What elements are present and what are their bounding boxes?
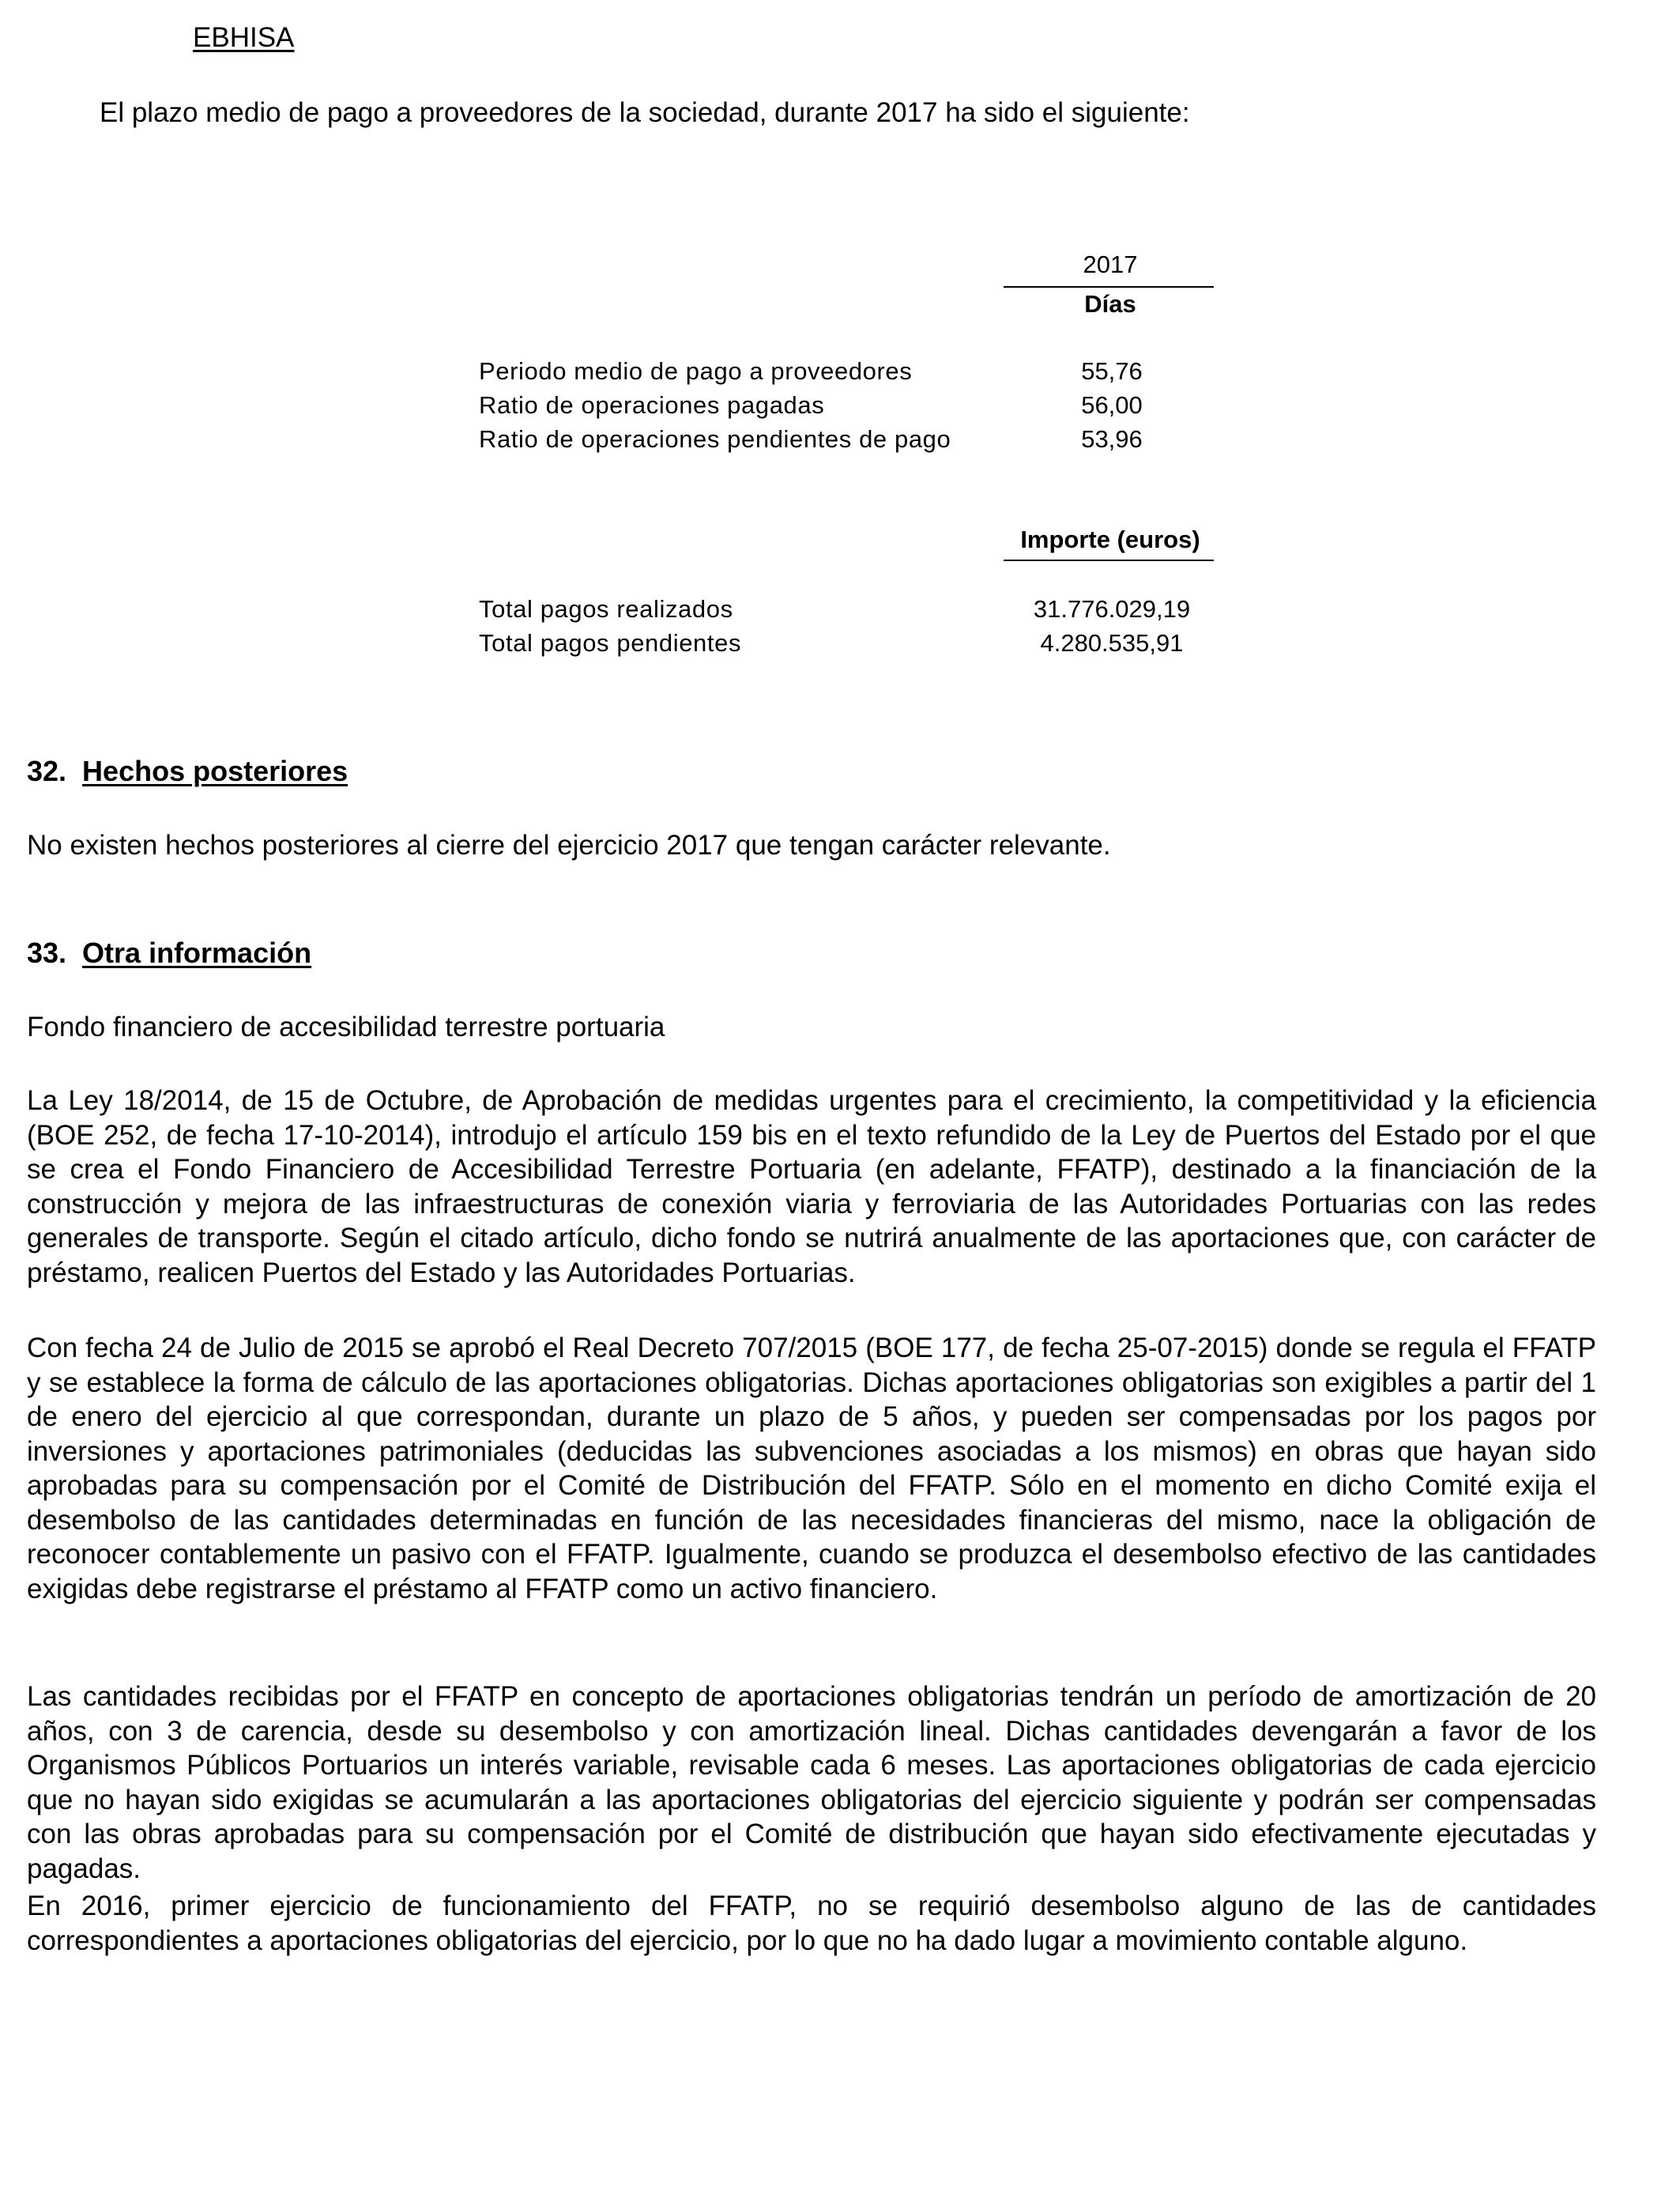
row-label-pendientes-pago: Total pagos pendientes xyxy=(479,629,742,657)
company-name: EBHISA xyxy=(193,22,295,53)
row-label-periodo: Periodo medio de pago a proveedores xyxy=(479,357,913,385)
row-label-pagadas: Ratio de operaciones pagadas xyxy=(479,391,825,419)
section-32-heading xyxy=(27,755,348,788)
row-label-pendientes: Ratio de operaciones pendientes de pago xyxy=(479,425,951,453)
section-32-number: 32. xyxy=(27,755,67,787)
amount-header: Importe (euros) xyxy=(1020,526,1200,553)
header-divider xyxy=(1004,286,1214,288)
intro-text: El plazo medio de pago a proveedores de la sociedad, durante 2017 ha sido el siguiente: xyxy=(100,97,1190,128)
row-value-pagadas: 56,00 xyxy=(1081,391,1143,419)
row-value-pendientes: 53,96 xyxy=(1081,425,1143,453)
paragraph-real-decreto: Con fecha 24 de Julio de 2015 se aprobó el Real Decreto 707/2015 (BOE 177, de fecha 25-07-2015) donde se regula el FFATP y se establece la forma de cálculo de las aportaciones obligatorias. Dichas aportaciones obligatorias son exigibles a partir del 1 de enero del ejercicio al que correspondan, durante un plazo de 5 años, y pueden ser compensadas por los pagos por inversiones y aportaciones patrimoniales (deducidas las subvenciones asociadas a los mismos) en obras que hayan sido aprobadas para su compensación por el Comité de Distribución del FFATP. Sólo en el momento en dicho Comité exija el desembolso de las cantidades determinadas en función de las necesidades financieras del mismo, nace la obligación de reconocer contablemente un pasivo con el FFATP. Igualmente, cuando se produzca el desembolso efectivo de las cantidades exigidas debe registrarse el préstamo al FFATP como un activo financiero. xyxy=(27,1333,1596,1604)
section-33-subtitle: Fondo financiero de accesibilidad terrestre portuaria xyxy=(27,1012,665,1042)
paragraph-2016: En 2016, primer ejercicio de funcionamiento del FFATP, no se requirió desembolso alguno de las de cantidades correspondientes a aportaciones obligatorias del ejercicio, por lo que no ha dado lugar a movimiento contable alguno. xyxy=(27,1891,1596,1956)
row-value-realizados: 31.776.029,19 xyxy=(1033,595,1191,623)
amount-divider xyxy=(1004,560,1214,561)
days-header: Días xyxy=(1084,290,1136,318)
paragraph-cantidades: Las cantidades recibidas por el FFATP en concepto de aportaciones obligatorias tendrán un período de amortización de 20 años, con 3 de carencia, desde su desembolso y con amortización lineal. Dichas cantidades devengarán a favor de los Organismos Públicos Portuarios un interés variable, revisable cada 6 meses. Las aportaciones obligatorias de cada ejercicio que no hayan sido exigidas se acumularán a las aportaciones obligatorias del ejercicio siguiente y podrán ser compensadas con las obras aprobadas para su compensación por el Comité de distribución que hayan sido efectivamente ejecutadas y pagadas. xyxy=(27,1681,1596,1884)
row-value-pendientes-pago: 4.280.535,91 xyxy=(1040,629,1184,657)
row-value-periodo: 55,76 xyxy=(1081,357,1143,385)
paragraph-ley: La Ley 18/2014, de 15 de Octubre, de Aprobación de medidas urgentes para el crecimiento, la competitividad y la eficiencia (BOE 252, de fecha 17-10-2014), introdujo el artículo 159 bis en el texto refundido de la Ley de Puertos del Estado por el que se crea el Fondo Financiero de Accesibilidad Terrestre Portuaria (en adelante, FFATP), destinado a la financiación de la construcción y mejora de las infraestructuras de conexión viaria y ferroviaria de las Autoridades Portuarias con las redes generales de transporte. Según el citado artículo, dicho fondo se nutrirá anualmente de las aportaciones que, con carácter de préstamo, realicen Puertos del Estado y las Autoridades Portuarias. xyxy=(27,1085,1596,1288)
section-33-heading xyxy=(27,937,311,970)
section-32-title: Hechos posteriores xyxy=(82,755,348,787)
table-year-header: 2017 xyxy=(1083,251,1138,278)
section-33-title: Otra información xyxy=(82,937,312,969)
row-label-realizados: Total pagos realizados xyxy=(479,595,733,623)
section-33-number: 33. xyxy=(27,937,67,969)
section-32-text: No existen hechos posteriores al cierre del ejercicio 2017 que tengan carácter relevante. xyxy=(27,830,1111,861)
